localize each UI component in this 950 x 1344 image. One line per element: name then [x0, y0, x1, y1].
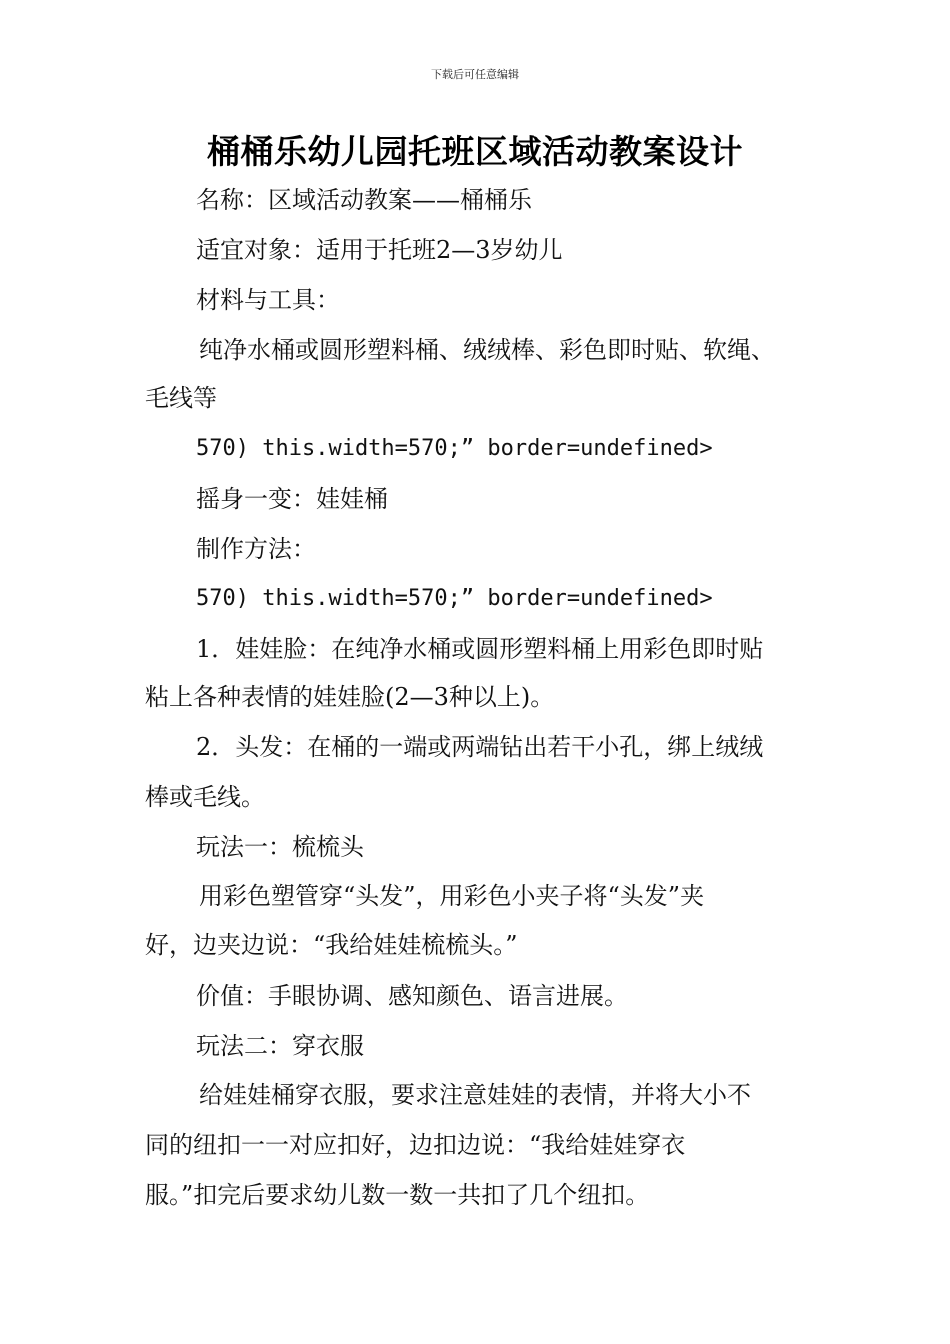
paragraph-transform: 摇身一变：娃娃桶 [196, 485, 388, 513]
paragraph-play2-line3: 服。”扣完后要求幼儿数一数一共扣了几个纽扣。 [145, 1181, 650, 1209]
paragraph-play2-heading: 玩法二：穿衣服 [196, 1032, 364, 1060]
paragraph-play1-line2: 好，边夹边说：“我给娃娃梳梳头。” [145, 931, 518, 959]
paragraph-step1-line1: 1．娃娃脸：在纯净水桶或圆形塑料桶上用彩色即时贴 [196, 635, 764, 663]
paragraph-target: 适宜对象：适用于托班2—3岁幼儿 [196, 236, 563, 264]
paragraph-play2-line1: 给娃娃桶穿衣服，要求注意娃娃的表情，并将大小不 [199, 1081, 751, 1109]
paragraph-value: 价值：手眼协调、感知颜色、语言进展。 [196, 982, 628, 1010]
paragraph-method-heading: 制作方法： [196, 535, 316, 563]
paragraph-step2-line2: 棒或毛线。 [145, 783, 265, 811]
paragraph-name: 名称：区域活动教案——桶桶乐 [196, 186, 532, 214]
paragraph-materials-line2: 毛线等 [145, 384, 217, 412]
paragraph-materials-heading: 材料与工具： [196, 286, 340, 314]
paragraph-step2-line1: 2．头发：在桶的一端或两端钻出若干小孔，绑上绒绒 [196, 733, 764, 761]
paragraph-materials-line1: 纯净水桶或圆形塑料桶、绒绒棒、彩色即时贴、软绳、 [199, 336, 775, 364]
paragraph-play1-line1: 用彩色塑管穿“头发”，用彩色小夹子将“头发”夹 [199, 882, 705, 910]
header-note: 下载后可任意编辑 [431, 68, 519, 81]
paragraph-play2-line2: 同的纽扣一一对应扣好，边扣边说：“我给娃娃穿衣 [145, 1131, 686, 1159]
paragraph-step1-line2: 粘上各种表情的娃娃脸(2—3种以上)。 [145, 683, 555, 711]
code-fragment-2: 570) this.width=570;” border=undefined> [196, 586, 713, 611]
code-fragment-1: 570) this.width=570;” border=undefined> [196, 436, 713, 461]
paragraph-play1-heading: 玩法一：梳梳头 [196, 833, 364, 861]
document-title: 桶桶乐幼儿园托班区域活动教案设计 [207, 132, 743, 171]
